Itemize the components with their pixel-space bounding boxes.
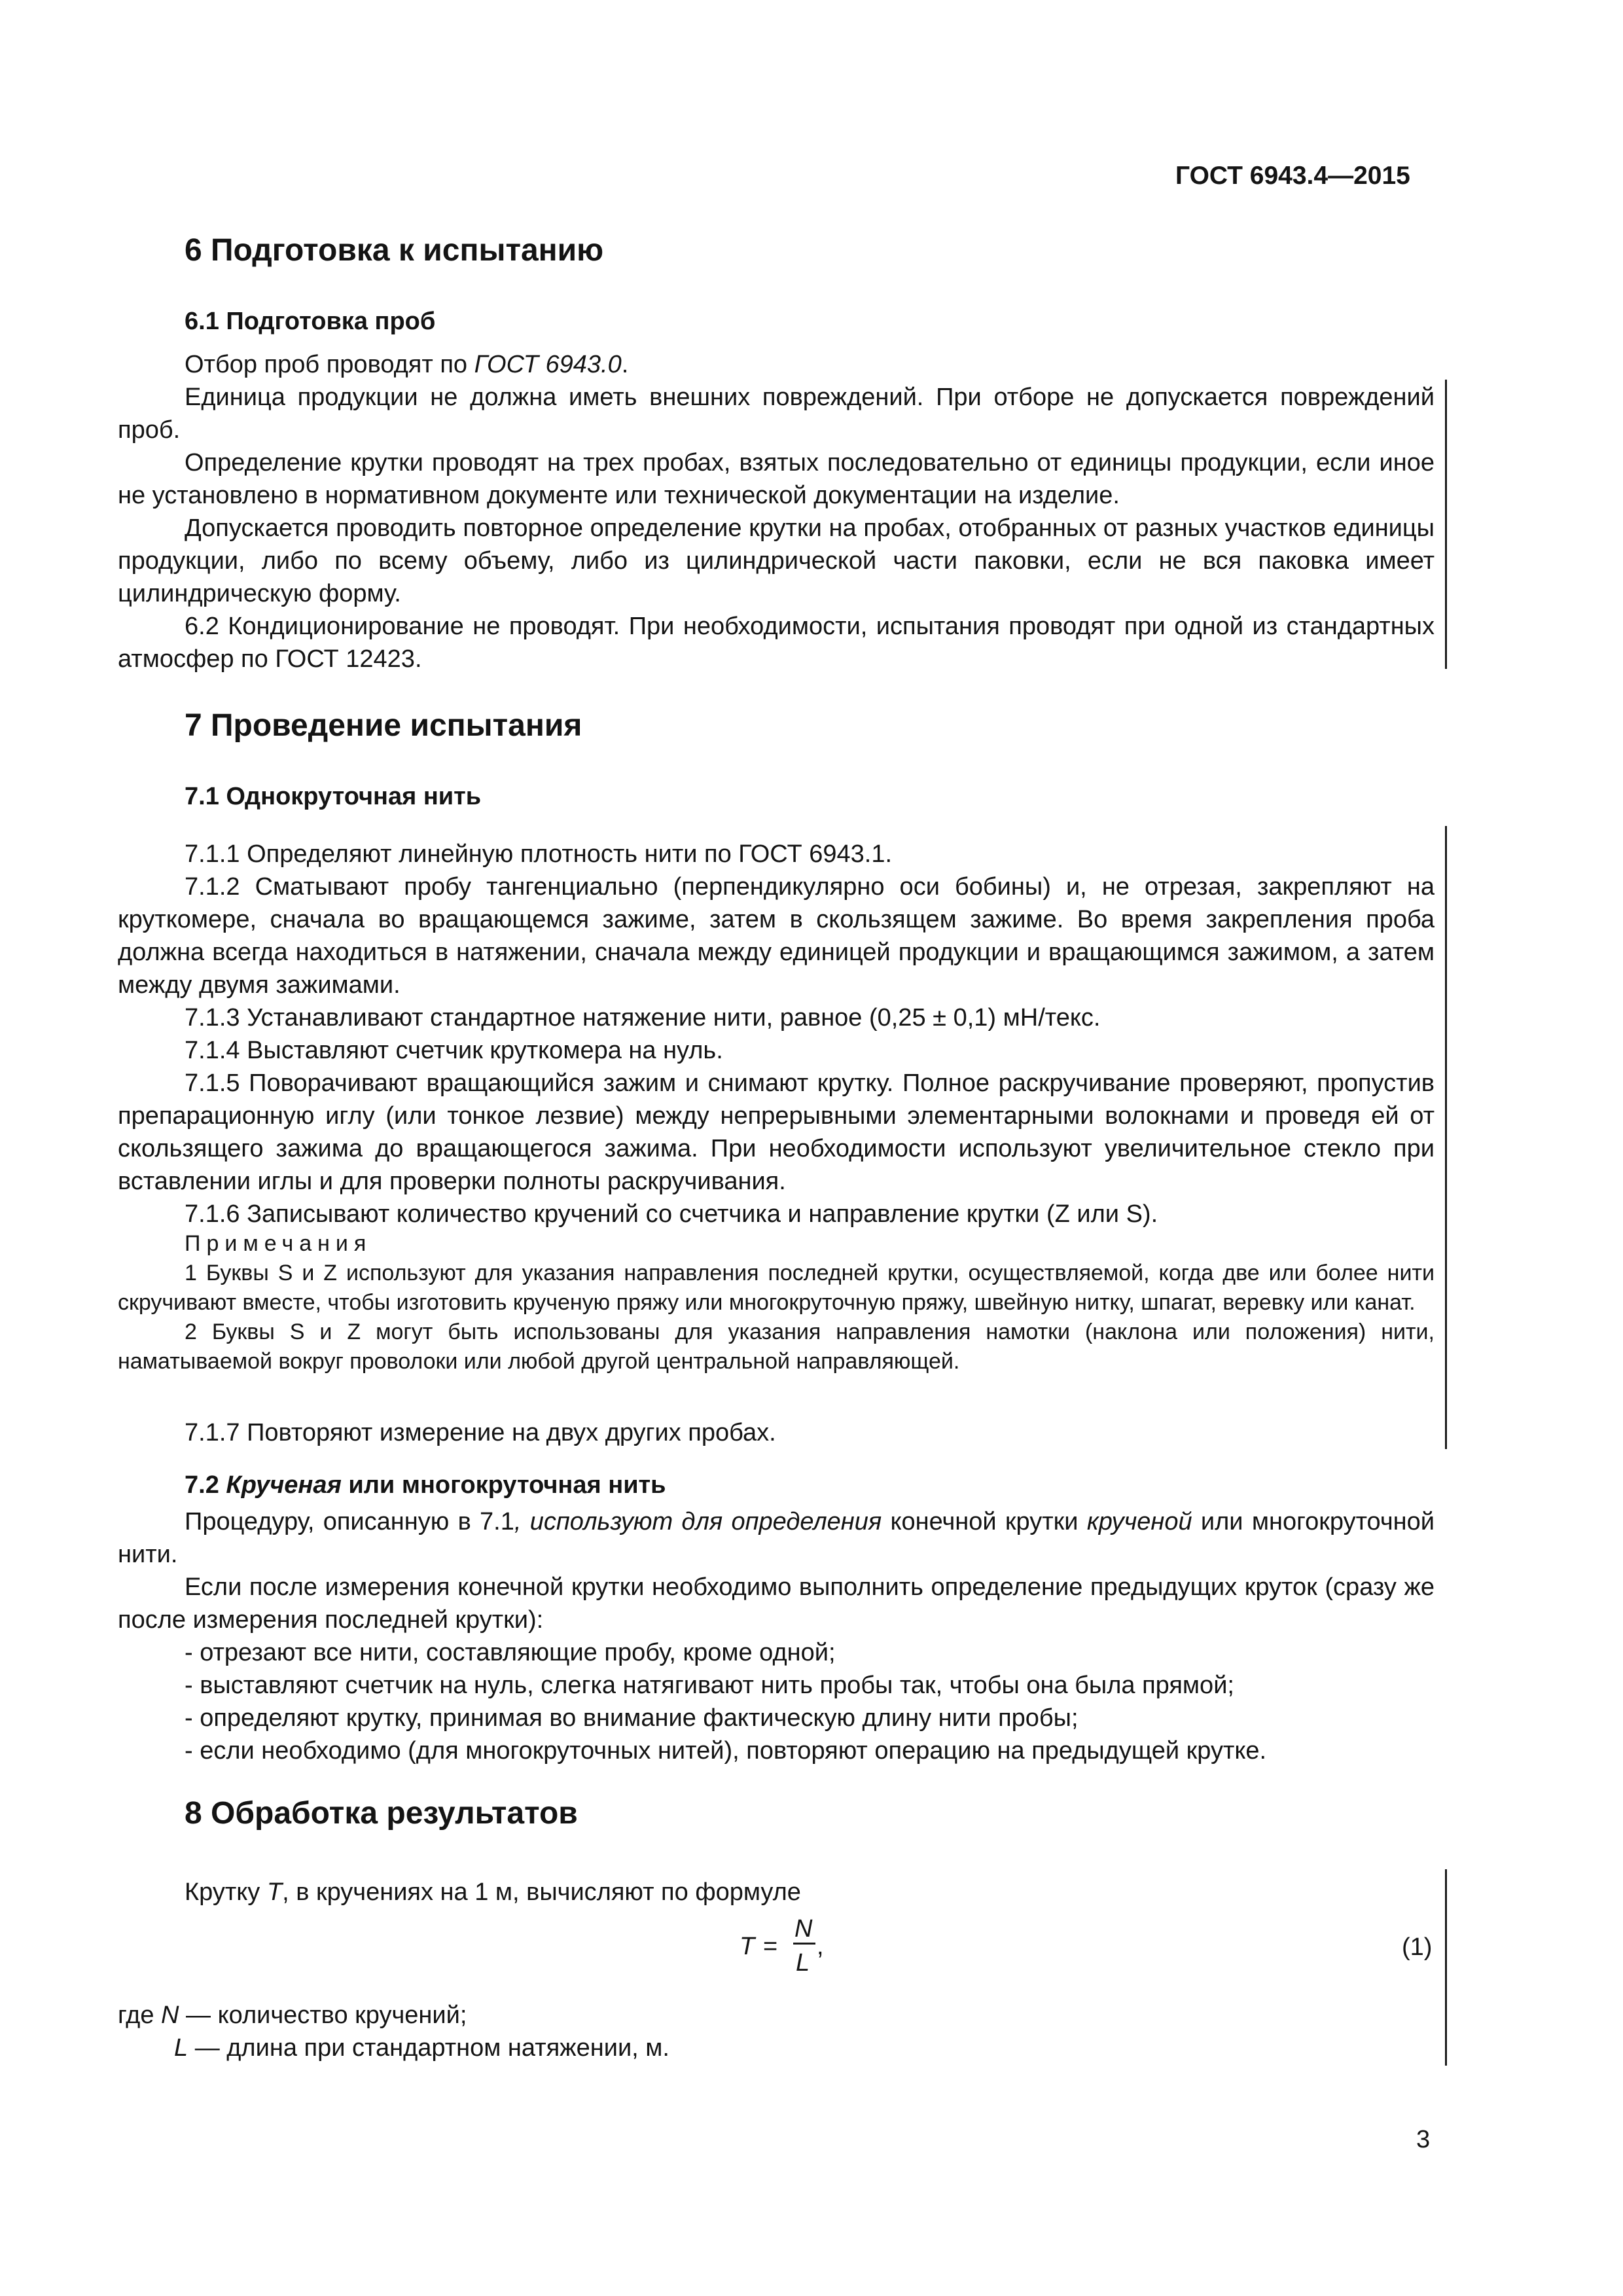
standard-reference: ГОСТ 6943.0 xyxy=(474,351,622,378)
emphasis: , используют для определения xyxy=(514,1508,882,1535)
where-line-l xyxy=(174,2032,669,2064)
formula-equals: = xyxy=(763,1933,778,1960)
subsection-7-2-heading xyxy=(185,1469,666,1501)
subsection-7-1-heading: 7.1 Однокруточная нить xyxy=(185,783,482,810)
subsection-6-1-heading: 6.1 Подготовка проб xyxy=(185,308,436,335)
notes-title: Примечания xyxy=(185,1231,372,1256)
paragraph: 7.1.4 Выставляют счетчик круткомера на нуль. xyxy=(185,1037,723,1064)
paragraph: 7.1.6 Записывают количество кручений со счетчика и направление крутки (Z или S). xyxy=(185,1200,1158,1228)
section-8-heading: 8 Обработка результатов xyxy=(185,1796,578,1831)
paragraph: Допускается проводить повторное определение крутки на пробах, отобранных от разных участков единицы продукции, либо по всему объему, либо из цилиндрической части паковки, если не вся паковка имеет цилиндрическую форму. xyxy=(118,514,1435,607)
formula-lhs: T xyxy=(740,1933,755,1960)
paragraph: 7.1.2 Сматывают пробу тангенциально (перпендикулярно оси бобины) и, не отрезая, закрепляют на круткомере, сначала во вращающемся зажиме, затем в скользящем зажиме. Во время закрепления проба должна всегда находиться в натяжении, сначала между единицей продукции и вращающимся зажимом, а затем между двумя зажимами. xyxy=(118,873,1435,999)
text: Отбор проб проводят по xyxy=(185,351,474,378)
paragraph: Определение крутки проводят на трех пробах, взятых последовательно от единицы продукции, если иное не установлено в нормативном документе или технической документации на изделие. xyxy=(118,449,1435,509)
text: — количество кручений; xyxy=(179,2001,467,2029)
text: — длина при стандартном натяжении, м. xyxy=(188,2034,669,2062)
emphasis: Крученая xyxy=(226,1471,342,1499)
formula-comma: , xyxy=(817,1933,824,1960)
revision-bar xyxy=(1445,380,1447,669)
equation-number: (1) xyxy=(1402,1933,1433,1961)
revision-bar xyxy=(1445,826,1447,1449)
section-7-1-closing xyxy=(118,1416,1435,1449)
revision-bar xyxy=(1445,1869,1447,2066)
text: конечной крутки xyxy=(882,1508,1087,1535)
list-item: - определяют крутку, принимая во внимание фактическую длину нити пробы; xyxy=(185,1704,1079,1732)
formula-denominator: L xyxy=(796,1949,810,1977)
where-line-n xyxy=(118,1999,467,2032)
section-6-heading: 6 Подготовка к испытанию xyxy=(185,233,604,268)
paragraph: Если после измерения конечной крутки необходимо выполнить определение предыдущих круток (сразу же после измерения последней крутки): xyxy=(118,1573,1435,1634)
paragraph: 7.1.3 Устанавливают стандартное натяжение нити, равное (0,25 ± 0,1) мН/текс. xyxy=(185,1004,1101,1031)
section-6-body xyxy=(118,348,1435,675)
list-item: - отрезают все нити, составляющие пробу, кроме одной; xyxy=(185,1639,836,1666)
emphasis: крученой xyxy=(1086,1508,1192,1535)
paragraph: 7.1.5 Поворачивают вращающийся зажим и снимают крутку. Полное раскручивание проверяют, пропустив препарационную иглу (или тонкое лезвие) между непрерывными элементарными волокнами и проведя ей от скользящего зажима до вращающегося зажима. При необходимости используют увеличительное стекло при вставлении иглы и для проверки полноты раскручивания. xyxy=(118,1069,1435,1195)
text: где xyxy=(118,2001,162,2029)
formula-intro xyxy=(185,1876,801,1909)
paragraph xyxy=(118,1505,1435,1571)
paragraph: Единица продукции не должна иметь внешних повреждений. При отборе не допускается повреждений проб. xyxy=(118,384,1435,444)
note-item: 2 Буквы S и Z могут быть использованы для указания направления намотки (наклона или положения) нити, наматываемой вокруг проволоки или любой другой центральной направляющей. xyxy=(118,1319,1435,1374)
variable: T xyxy=(266,1878,283,1906)
fraction-bar xyxy=(793,1943,815,1945)
text: Процедуру, описанную в 7.1 xyxy=(185,1508,514,1535)
section-7-heading: 7 Проведение испытания xyxy=(185,708,582,743)
formula xyxy=(740,1912,824,1984)
page-number: 3 xyxy=(1416,2126,1431,2153)
variable: N xyxy=(161,2001,179,2029)
paragraph: 6.2 Кондиционирование не проводят. При необходимости, испытания проводят при одной из стандартных атмосфер по ГОСТ 12423. xyxy=(118,613,1435,673)
section-7-1-body xyxy=(118,838,1435,1230)
note-item: 1 Буквы S и Z используют для указания направления последней крутки, осуществляемой, когда две или более нити скручивают вместе, чтобы изготовить крученую пряжу или многокруточную пряжу, швейную нитку, шпагат, веревку или канат. xyxy=(118,1261,1435,1315)
paragraph: 7.1.1 Определяют линейную плотность нити по ГОСТ 6943.1. xyxy=(185,840,893,868)
text: . xyxy=(621,351,629,378)
text: , в кручениях на 1 м, вычисляют по формуле xyxy=(282,1878,801,1906)
text: 7.2 xyxy=(185,1471,226,1499)
notes-block xyxy=(118,1229,1435,1376)
variable: L xyxy=(174,2034,188,2062)
paragraph: 7.1.7 Повторяют измерение на двух других пробах. xyxy=(185,1419,776,1446)
list-item: - если необходимо (для многокруточных нитей), повторяют операцию на предыдущей крутке. xyxy=(185,1737,1267,1765)
paragraph xyxy=(118,348,1435,381)
list-item: - выставляют счетчик на нуль, слегка натягивают нить пробы так, чтобы она была прямой; xyxy=(185,1672,1234,1699)
text: или многокруточная нить xyxy=(341,1471,666,1499)
section-7-2-body xyxy=(118,1505,1435,1636)
text: Крутку xyxy=(185,1878,267,1906)
document-code: ГОСТ 6943.4—2015 xyxy=(1175,162,1410,190)
text: или многокруточной нити. xyxy=(118,1508,1435,1568)
formula-numerator: N xyxy=(794,1915,813,1943)
